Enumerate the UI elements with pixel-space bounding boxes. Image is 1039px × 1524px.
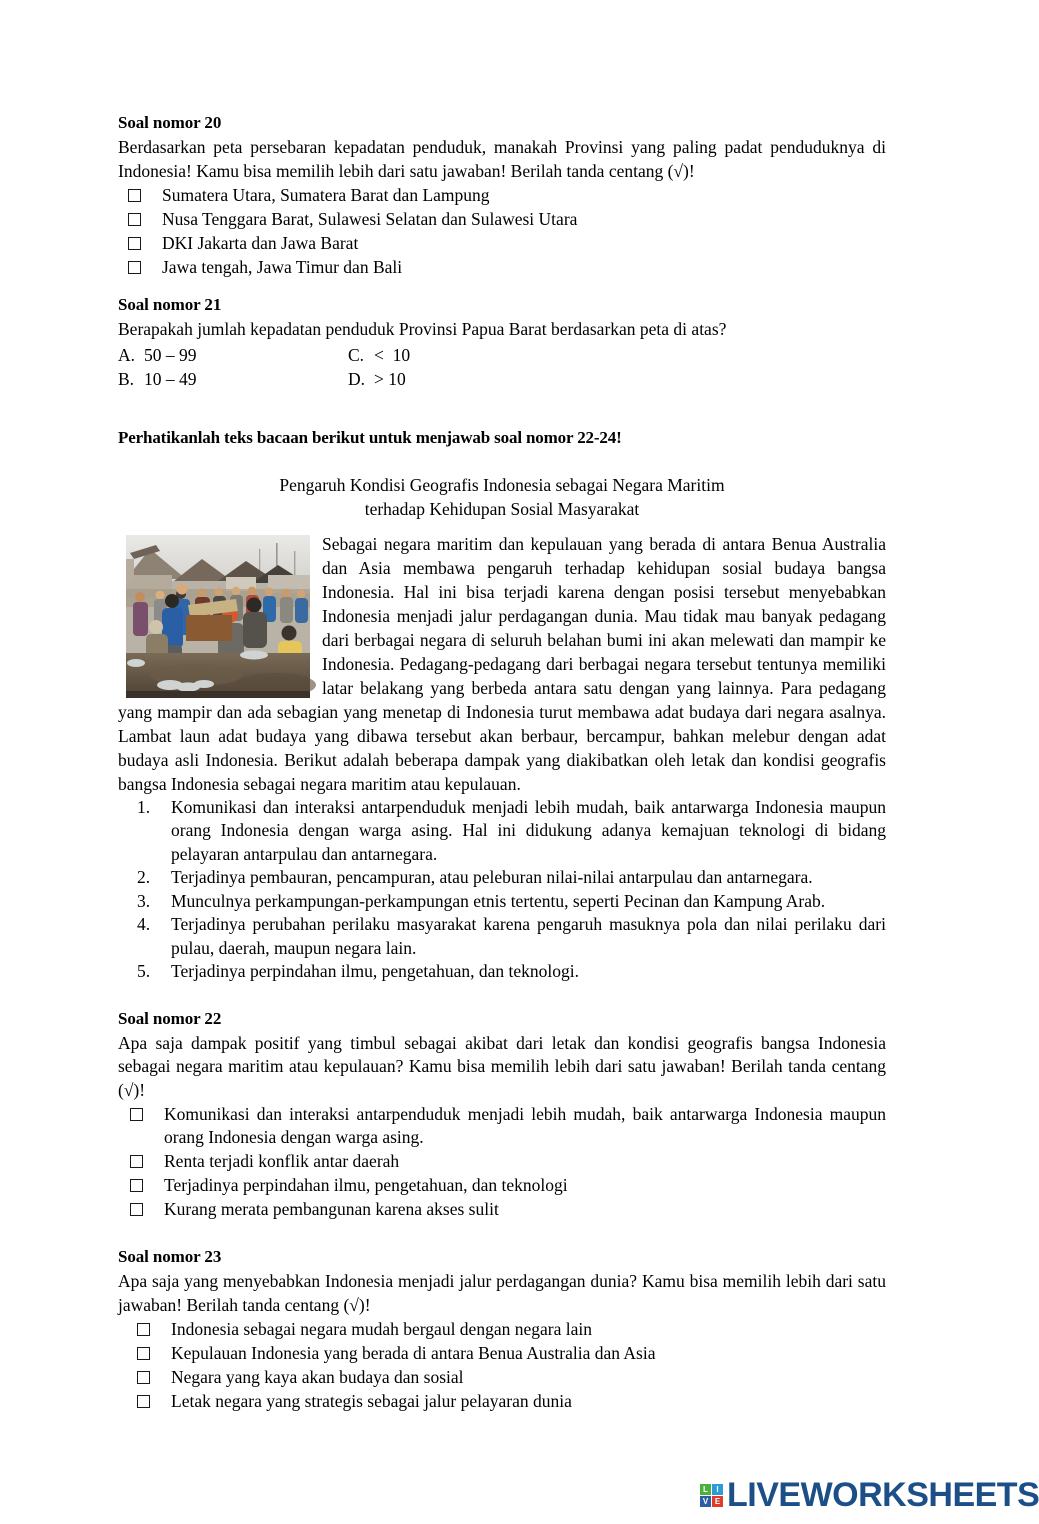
question-23-block — [118, 1246, 886, 1413]
list-item-number: 2. — [137, 867, 151, 887]
option-label: DKI Jakarta dan Jawa Barat — [162, 233, 359, 253]
choice-row — [118, 343, 886, 367]
list-item — [118, 796, 886, 867]
logo-tile-l: L — [700, 1484, 711, 1495]
question-21-prompt: Berapakah jumlah kepadatan penduduk Provinsi Papua Barat berdasarkan peta di atas? — [118, 319, 727, 339]
passage-body-text: Sebagai negara maritim dan kepulauan yang berada di antara Benua Australia dan Asia membawa pengaruh terhadap kehidupan sosial budaya bangsa Indonesia. Hal ini bisa terjadi karena dengan posisi tersebut menyebabkan Indonesia menjadi jalur perdagangan dunia. Mau tidak mau banyak pedagang dari berbagai negara di seluruh belahan bumi ini akan melewati dan mampir ke Indonesia. Pedagang-pedagang dari berbagai negara tersebut tentunya memiliki latar belakang yang berbeda antara satu dengan yang lainnya. Para pedagang yang mampir dan ada sebagian yang menetap di Indonesia turut membawa adat budaya dari negara asalnya. Lambat laun adat budaya yang dibawa tersebut akan berbaur, bercampur, bahkan melebur dengan adat budaya asli Indonesia. Berikut adalah beberapa dampak yang diakibatkan oleh letak dan kondisi geografis bangsa Indonesia sebagai negara maritim atau kepulauan. — [118, 533, 886, 794]
option-row[interactable] — [118, 1390, 886, 1413]
option-label: Kurang merata pembangunan karena akses sulit — [164, 1199, 499, 1219]
fish-market-photo — [126, 535, 310, 698]
question-22-block — [118, 1008, 886, 1222]
list-item-number: 4. — [137, 914, 151, 934]
choice-letter: C. — [348, 344, 365, 365]
question-21-heading: Soal nomor 21 — [118, 295, 222, 314]
list-item-text: Terjadinya perubahan perilaku masyarakat karena pengaruh masuknya pola dan nilai perilaku dari pulau, daerah, maupun negara lain. — [171, 914, 886, 958]
choice-letter: B. — [118, 368, 135, 389]
checkbox-icon[interactable] — [128, 261, 141, 274]
choice-value: 50 – 99 — [144, 344, 197, 365]
option-label: Negara yang kaya akan budaya dan sosial — [171, 1367, 464, 1387]
list-item-text: Munculnya perkampungan-perkampungan etnis tertentu, seperti Pecinan dan Kampung Arab. — [171, 890, 826, 911]
question-21-choices — [118, 343, 886, 391]
list-item-text: Komunikasi dan interaksi antarpenduduk menjadi lebih mudah, baik antarwarga Indonesia maupun orang Indonesia dengan warga asing. Hal ini didukung adanya kemajuan teknologi di bidang pelayaran antarpulau dan antarnegara. — [171, 796, 886, 864]
option-label: Renta terjadi konflik antar daerah — [164, 1151, 400, 1171]
choice-value: < 10 — [374, 344, 411, 365]
choice-c[interactable] — [348, 343, 410, 367]
question-22-prompt: Apa saja dampak positif yang timbul sebagai akibat dari letak dan kondisi geografis bangsa Indonesia sebagai negara maritim atau kepulauan? Kamu bisa memilih lebih dari satu jawaban! Berilah tanda centang (√)! — [118, 1032, 886, 1100]
checkbox-icon[interactable] — [130, 1108, 143, 1121]
option-label: Terjadinya perpindahan ilmu, pengetahuan, dan teknologi — [164, 1175, 568, 1195]
page-content — [118, 112, 886, 1414]
passage-title-line2: terhadap Kehidupan Sosial Masyarakat — [364, 498, 640, 519]
logo-tile-i: I — [712, 1484, 723, 1495]
choice-a[interactable] — [118, 343, 348, 367]
spacer — [118, 521, 886, 532]
question-23-heading: Soal nomor 23 — [118, 1247, 222, 1266]
passage-body-wrap — [118, 532, 886, 796]
option-row[interactable] — [118, 1318, 886, 1341]
choice-value: > 10 — [374, 368, 406, 389]
list-item — [118, 866, 886, 890]
spacer — [118, 391, 886, 427]
option-label: Sumatera Utara, Sumatera Barat dan Lampung — [162, 185, 490, 205]
option-row[interactable] — [118, 1103, 886, 1149]
question-20-block — [118, 112, 886, 279]
list-item-number: 5. — [137, 961, 151, 981]
checkbox-icon[interactable] — [130, 1203, 143, 1216]
list-item-text: Terjadinya pembauran, pencampuran, atau peleburan nilai-nilai antarpulau dan antarnegara. — [171, 867, 813, 887]
spacer — [118, 449, 886, 473]
choice-row — [118, 367, 886, 391]
passage-title-line1: Pengaruh Kondisi Geografis Indonesia sebagai Negara Maritim — [279, 474, 725, 495]
checkbox-icon[interactable] — [128, 213, 141, 226]
option-label: Jawa tengah, Jawa Timur dan Bali — [162, 257, 403, 277]
list-item — [118, 913, 886, 960]
question-20-heading: Soal nomor 20 — [118, 113, 222, 132]
option-row[interactable] — [118, 1198, 886, 1221]
option-row[interactable] — [118, 1342, 886, 1365]
spacer — [118, 280, 886, 294]
question-20-options — [118, 184, 886, 279]
passage-impact-list — [118, 796, 886, 984]
checkbox-icon[interactable] — [128, 189, 141, 202]
question-23-options — [118, 1318, 886, 1413]
option-row[interactable] — [118, 232, 886, 255]
choice-letter: D. — [348, 368, 366, 389]
choice-d[interactable] — [348, 367, 406, 391]
logo-wordmark: LIVEWORKSHEETS — [727, 1476, 1039, 1514]
checkbox-icon[interactable] — [137, 1371, 150, 1384]
choice-letter: A. — [118, 344, 136, 365]
choice-value: 10 – 49 — [144, 368, 197, 389]
list-item — [118, 890, 886, 914]
question-22-heading: Soal nomor 22 — [118, 1008, 222, 1028]
spacer — [118, 1222, 886, 1246]
question-22-options — [118, 1103, 886, 1221]
option-row[interactable] — [118, 256, 886, 279]
option-label: Komunikasi dan interaksi antarpenduduk menjadi lebih mudah, baik antarwarga Indonesia maupun orang Indonesia dengan warga asing. — [164, 1104, 886, 1147]
spacer — [118, 984, 886, 1008]
option-row[interactable] — [118, 1174, 886, 1197]
liveworksheets-logo[interactable] — [700, 1478, 1039, 1512]
checkbox-icon[interactable] — [128, 237, 141, 250]
checkbox-icon[interactable] — [137, 1323, 150, 1336]
question-23-prompt: Apa saja yang menyebabkan Indonesia menjadi jalur perdagangan dunia? Kamu bisa memilih lebih dari satu jawaban! Berilah tanda centang (√)! — [118, 1271, 886, 1315]
list-item-number: 3. — [137, 890, 151, 911]
checkbox-icon[interactable] — [130, 1155, 143, 1168]
logo-tiles — [700, 1484, 723, 1507]
checkbox-icon[interactable] — [137, 1395, 150, 1408]
option-label: Letak negara yang strategis sebagai jalur pelayaran dunia — [171, 1391, 572, 1411]
question-20-prompt: Berdasarkan peta persebaran kepadatan penduduk, manakah Provinsi yang paling padat penduduknya di Indonesia! Kamu bisa memilih lebih dari satu jawaban! Berilah tanda centang (√)! — [118, 137, 886, 181]
logo-tile-e: E — [712, 1496, 723, 1507]
option-row[interactable] — [118, 208, 886, 231]
question-21-block — [118, 294, 886, 391]
option-row[interactable] — [118, 1150, 886, 1173]
option-label: Nusa Tenggara Barat, Sulawesi Selatan dan Sulawesi Utara — [162, 209, 578, 229]
checkbox-icon[interactable] — [130, 1179, 143, 1192]
option-label: Kepulauan Indonesia yang berada di antara Benua Australia dan Asia — [171, 1343, 656, 1363]
list-item-number: 1. — [137, 796, 151, 817]
list-item — [118, 960, 886, 984]
option-label: Indonesia sebagai negara mudah bergaul dengan negara lain — [171, 1319, 592, 1339]
logo-tile-v: V — [700, 1496, 711, 1507]
option-row[interactable] — [118, 1366, 886, 1389]
choice-b[interactable] — [118, 367, 348, 391]
checkbox-icon[interactable] — [137, 1347, 150, 1360]
list-item-text: Terjadinya perpindahan ilmu, pengetahuan, dan teknologi. — [171, 961, 579, 981]
option-row[interactable] — [118, 184, 886, 207]
passage-instruction: Perhatikanlah teks bacaan berikut untuk menjawab soal nomor 22-24! — [118, 427, 622, 447]
